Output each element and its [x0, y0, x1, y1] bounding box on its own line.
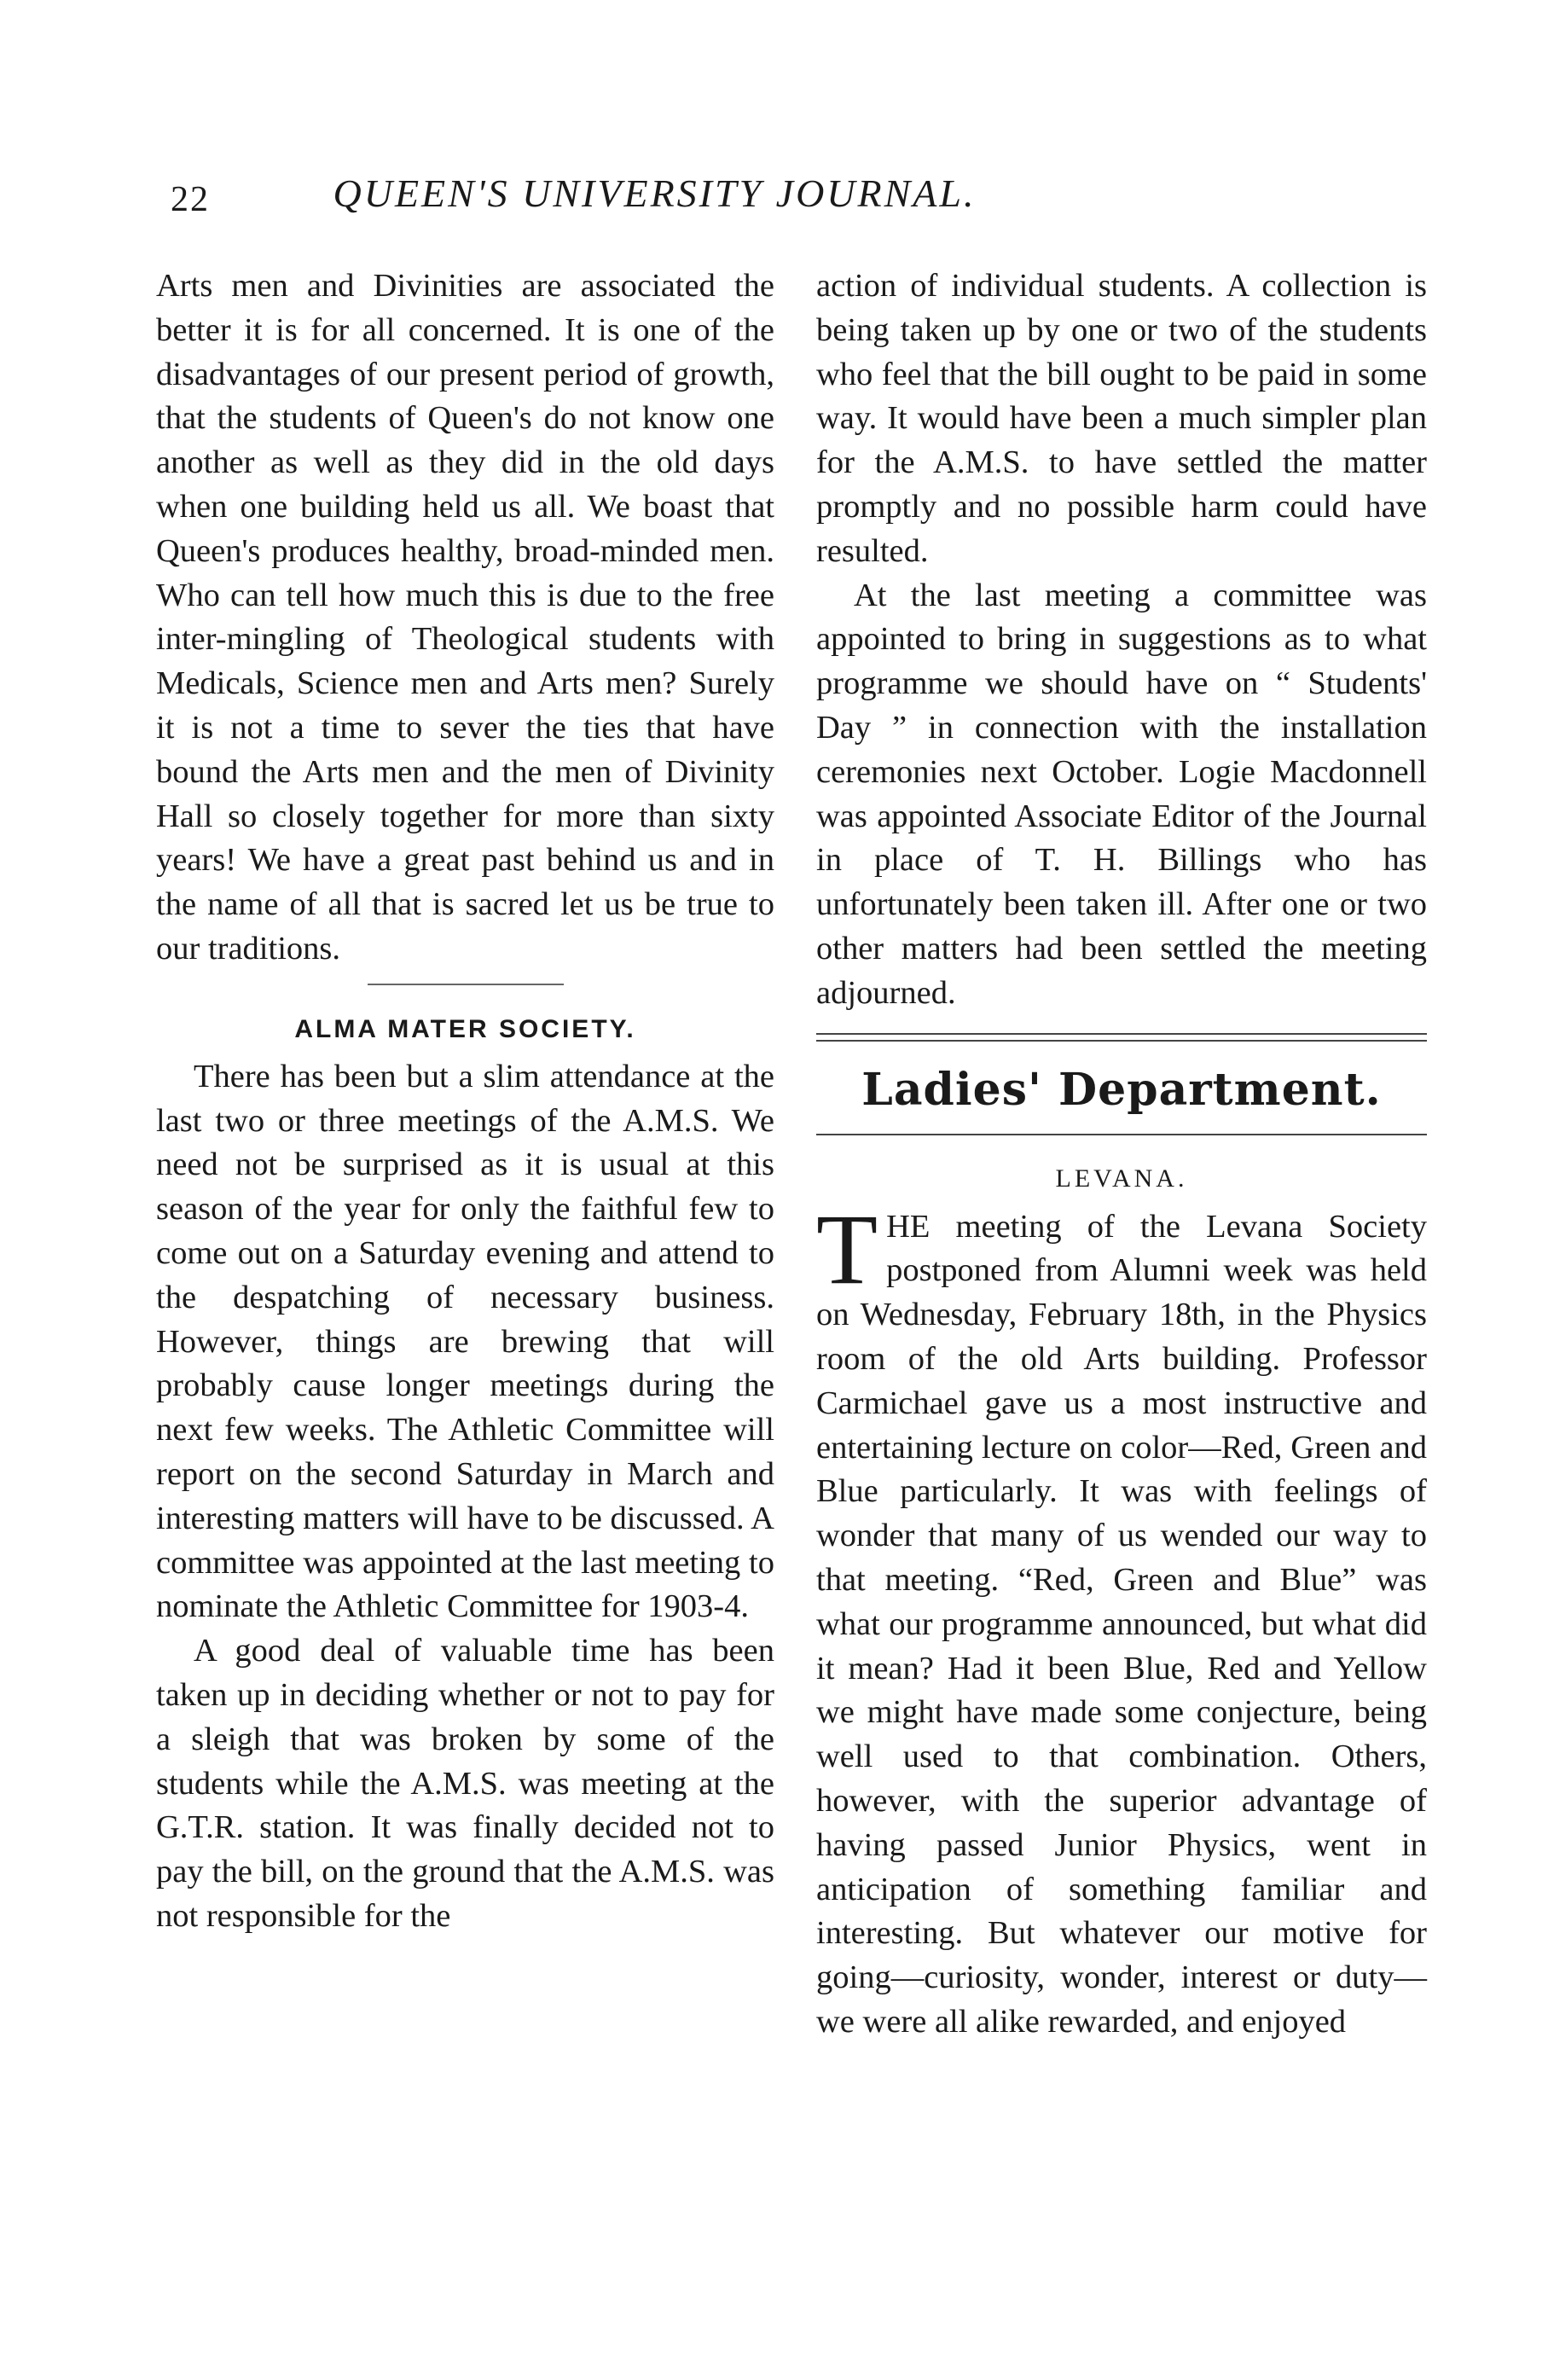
body-paragraph: A good deal of valuable time has been taken up in deciding whether or not to pay for a sleigh that was broken by some of the students while the A.M.S. was meeting at the G.T.R. station. It was finally decided not to pay the bill, on the ground that the A.M.S. was not responsible for the [156, 1633, 774, 1934]
levana-paragraph [816, 1193, 1427, 2045]
double-rule-divider [816, 1033, 1427, 1042]
section-heading-alma-mater-society: ALMA MATER SOCIETY. [294, 1014, 636, 1043]
rule-divider [816, 1134, 1427, 1135]
body-paragraph: At the last meeting a committee was appointed to bring in suggestions as to what programme we should have on “ Students' Day ” in connection with the installation ceremonies next October. Logie Macdonnell was appointed Associate Editor of the Journal in place of T. H. Billings who has unfortunately been taken ill. After one or two other matters had been settled the meeting adjourned. [816, 577, 1427, 1011]
body-paragraph: There has been but a slim attendance at the last two or three meetings of the A.M.S. We need not be surprised as it is usual at this season of the year for only the faithful few to come out on a Saturday evening and attend to the despatching of necessary business. However, things are brewing that will probably cause longer meetings during the next few weeks. The Athletic Committee will report on the second Saturday in March and interesting matters will have to be discussed. A committee was appointed at the last meeting to nominate the Athletic Committee for 1903-4. [156, 1058, 774, 1625]
left-column [156, 264, 774, 1939]
levana-paragraph-text: HE meeting of the Levana Society postponed from Alumni week was held on Wednesday, February 18th, in the Physics room of the old Arts building. Professor Carmichael gave us a most instructive and entertaining lecture on color—Red, Green and Blue particularly. It was with feelings of wonder that many of us wended our way to that meeting. “Red, Green and Blue” was what our programme announced, but what did it mean? Had it been Blue, Red and Yellow we might have made some conjecture, being well used to that combination. Others, however, with the superior advantage of having passed Junior Physics, went in anticipation of something familiar and interesting. But whatever our motive for going—curiosity, wonder, interest or duty—we were all alike rewarded, and enjoyed [816, 1208, 1427, 2040]
right-column [816, 264, 1427, 2045]
page-number: 22 [171, 180, 210, 219]
journal-title: QUEEN'S UNIVERSITY JOURNAL. [333, 171, 977, 215]
levana-heading: LEVANA. [1055, 1164, 1188, 1193]
body-paragraph: Arts men and Divinities are associated the better it is for all concerned. It is one of the disadvantages of our present period of growth, that the students of Queen's do not know one another as well as they did in the old days when one building held us all. We boast that Queen's produces healthy, broad-minded men. Who can tell how much this is due to the free inter-mingling of Theological students with Medicals, Science men and Arts men? Surely it is not a time to sever the ties that have bound the Arts men and the men of Divinity Hall so closely together for more than sixty years! We have a great past behind us and in the name of all that is sacred let us be true to our traditions. [156, 268, 774, 967]
section-divider [368, 984, 564, 985]
body-paragraph: action of individual students. A collection is being taken up by one or two of the students who feel that the bill ought to be paid in some way. It would have been a much simpler plan for the A.M.S. to have settled the matter promptly and no possible harm could have resulted. [816, 268, 1427, 569]
department-title: Ladies' Department. [861, 1063, 1382, 1116]
drop-cap: T [816, 1193, 878, 1305]
